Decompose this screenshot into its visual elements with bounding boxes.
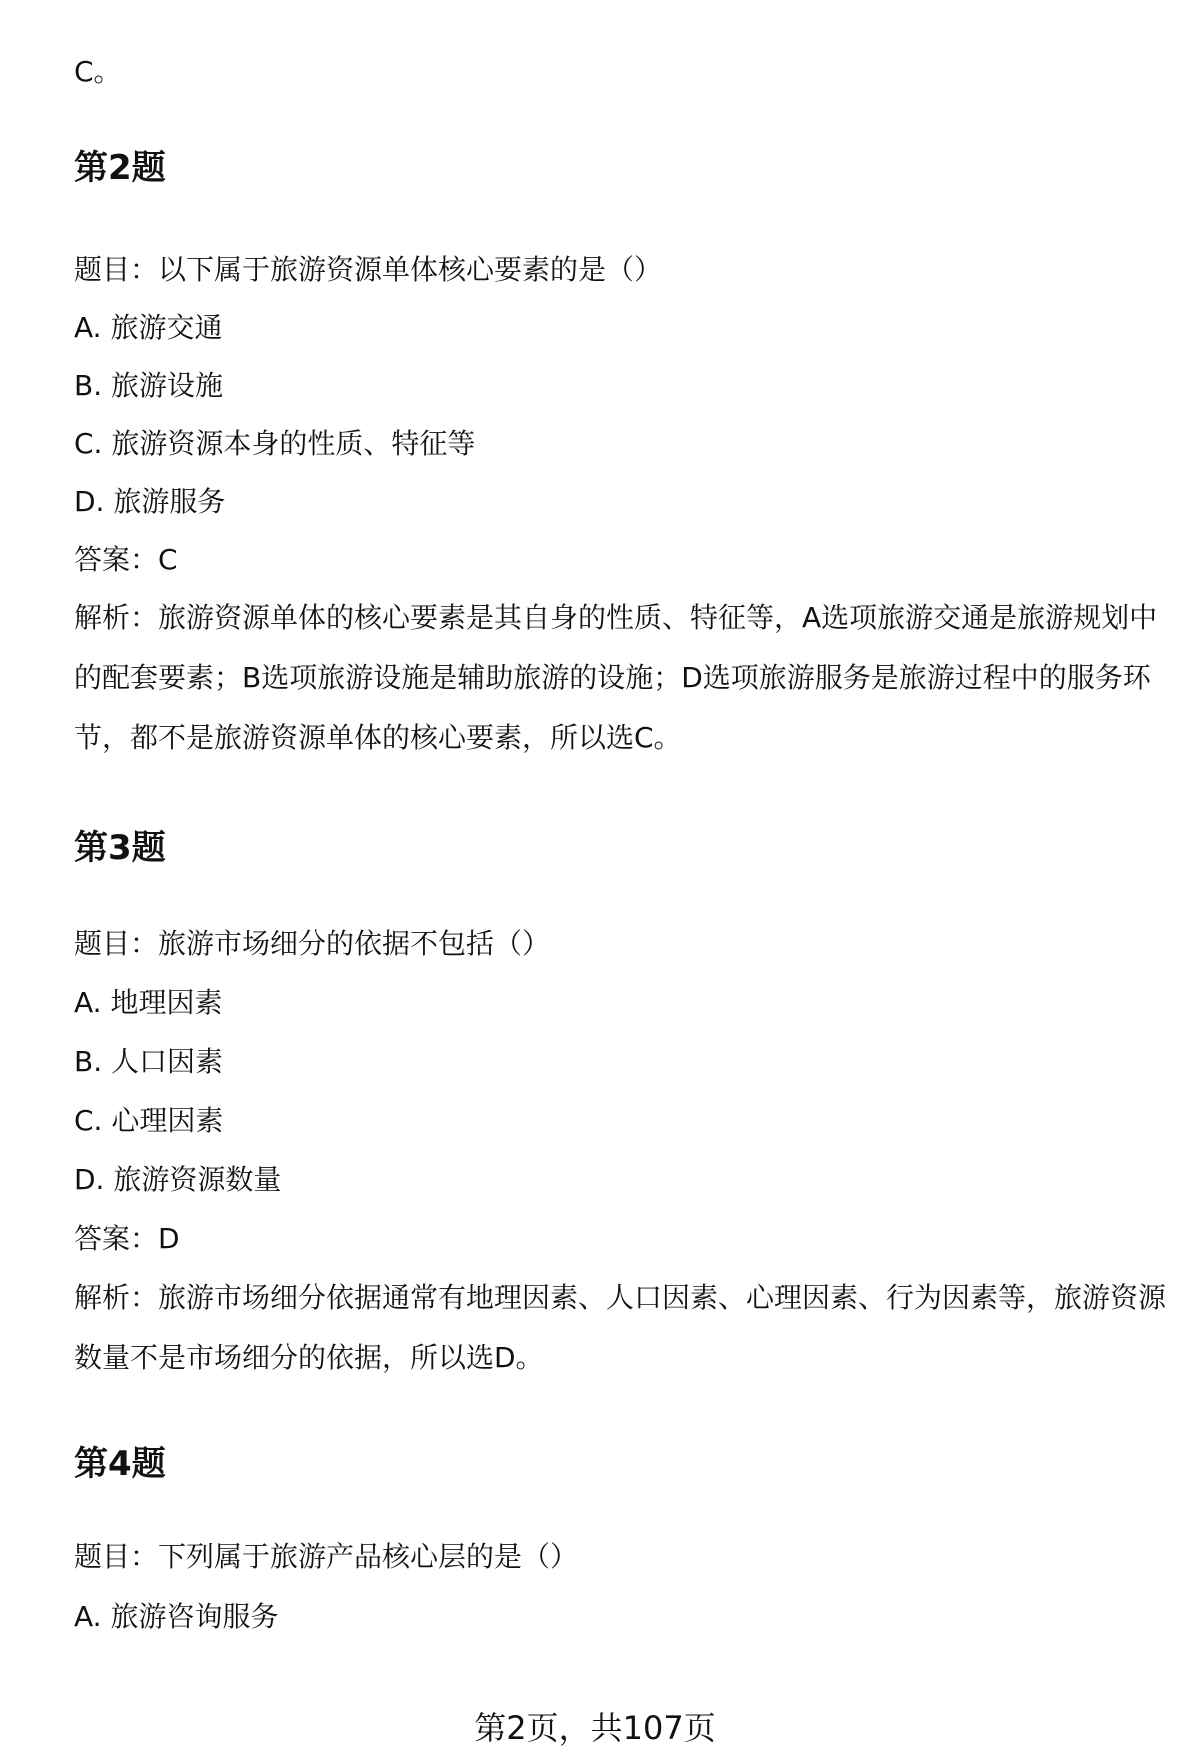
question-3-answer: 答案：D — [74, 1222, 180, 1255]
question-3-option-a: A. 地理因素 — [74, 986, 223, 1019]
previous-analysis-fragment: C。 — [74, 55, 122, 88]
question-2-option-a: A. 旅游交通 — [74, 311, 223, 344]
question-2-option-c: C. 旅游资源本身的性质、特征等 — [74, 427, 476, 460]
question-3-option-b: B. 人口因素 — [74, 1045, 224, 1078]
question-3-option-d: D. 旅游资源数量 — [74, 1163, 282, 1196]
question-2-analysis: 解析：旅游资源单体的核心要素是其自身的性质、特征等，A选项旅游交通是旅游规划中的配套要素；B选项旅游设施是辅助旅游的设施；D选项旅游服务是旅游过程中的服务环节，都不是旅游资源单体的核心要素，所以选C。 — [74, 601, 1158, 754]
question-2-text: 题目：以下属于旅游资源单体核心要素的是（） — [74, 253, 663, 286]
question-4-option-a: A. 旅游咨询服务 — [74, 1600, 279, 1633]
question-2-option-b: B. 旅游设施 — [74, 369, 224, 402]
question-2-answer: 答案：C — [74, 543, 178, 576]
question-4-text: 题目：下列属于旅游产品核心层的是（） — [74, 1540, 579, 1573]
question-3-text: 题目：旅游市场细分的依据不包括（） — [74, 927, 551, 960]
question-3-heading: 第3题 — [74, 828, 166, 868]
question-3-option-c: C. 心理因素 — [74, 1104, 224, 1137]
question-2-heading: 第2题 — [74, 148, 166, 188]
page-number-footer: 第2页，共107页 — [474, 1709, 716, 1747]
question-3-analysis: 解析：旅游市场细分依据通常有地理因素、人口因素、心理因素、行为因素等，旅游资源数量不是市场细分的依据，所以选D。 — [74, 1281, 1167, 1374]
question-2-option-d: D. 旅游服务 — [74, 485, 226, 518]
question-4-heading: 第4题 — [74, 1444, 166, 1484]
